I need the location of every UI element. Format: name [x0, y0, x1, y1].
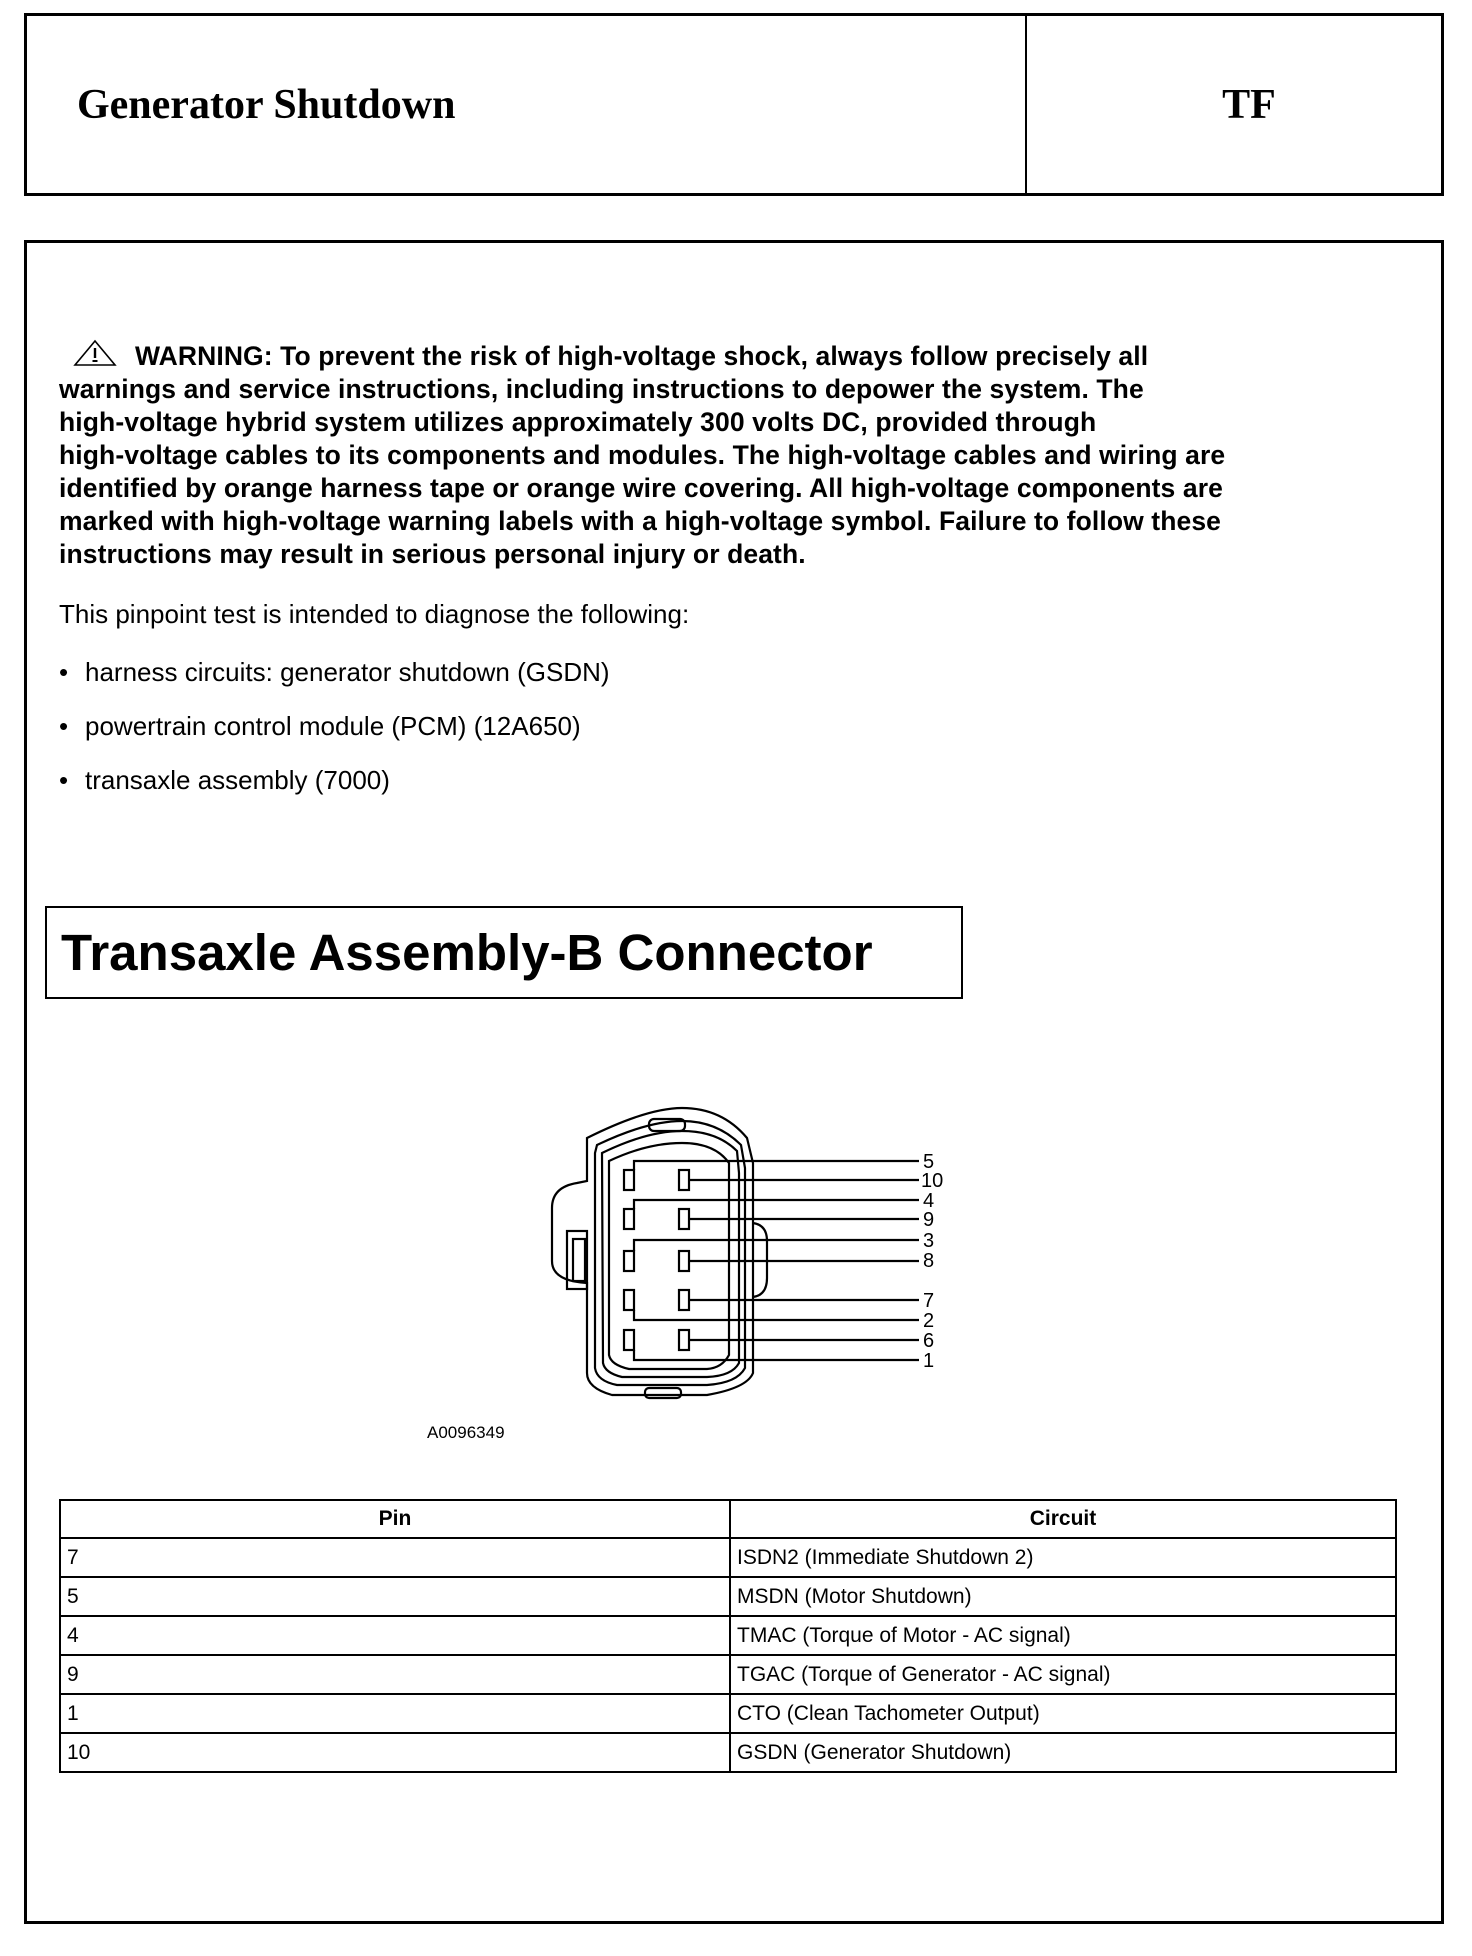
- circuit-cell: MSDN (Motor Shutdown): [730, 1577, 1396, 1616]
- pin-label: 7: [923, 1290, 935, 1312]
- pin-cell: 1: [60, 1694, 730, 1733]
- diagnose-list: [59, 657, 610, 819]
- connector-title: Transaxle Assembly-B Connector: [61, 924, 873, 981]
- column-header-pin: Pin: [60, 1500, 730, 1538]
- intro-text: This pinpoint test is intended to diagnose the following:: [59, 599, 690, 629]
- list-item: • transaxle assembly (7000): [59, 765, 390, 795]
- header-code-cell: [1027, 16, 1441, 193]
- section-code: TF: [1222, 81, 1276, 128]
- pin-label: 8: [923, 1250, 935, 1272]
- table-row: [60, 1694, 1396, 1733]
- pin-circuit-table: [59, 1499, 1397, 1773]
- header-title-cell: [27, 16, 1027, 193]
- list-item: • powertrain control module (PCM) (12A650): [59, 711, 581, 741]
- circuit-cell: TMAC (Torque of Motor - AC signal): [730, 1616, 1396, 1655]
- warning-line-4: identified by orange harness tape or orange wire covering. All high-voltage components are: [59, 473, 1223, 503]
- warning-line-0: WARNING: To prevent the risk of high-voltage shock, always follow precisely all: [59, 339, 1439, 373]
- warning-line-3: high-voltage cables to its components and modules. The high-voltage cables and wiring are: [59, 440, 1226, 470]
- column-header-circuit: Circuit: [730, 1500, 1396, 1538]
- page-title: Generator Shutdown: [77, 81, 456, 128]
- pin-label: 3: [923, 1230, 935, 1252]
- pin-cell: 4: [60, 1616, 730, 1655]
- pin-label: 10: [921, 1170, 944, 1192]
- bullet-icon: •: [59, 657, 69, 687]
- warning-line-5: marked with high-voltage warning labels with a high-voltage symbol. Failure to follow these: [59, 506, 1222, 536]
- warning-line-1: warnings and service instructions, including instructions to depower the system. The: [59, 374, 1144, 404]
- page-header: [24, 13, 1444, 196]
- circuit-cell: GSDN (Generator Shutdown): [730, 1733, 1396, 1772]
- table-row: [60, 1577, 1396, 1616]
- table-row: [60, 1616, 1396, 1655]
- warning-line-6: instructions may result in serious personal injury or death.: [59, 539, 806, 569]
- table-row: [60, 1655, 1396, 1694]
- warning-triangle-icon: [73, 339, 117, 367]
- table-row: [60, 1538, 1396, 1577]
- pin-label: 4: [923, 1190, 935, 1212]
- connector-diagram: [517, 1083, 977, 1403]
- pin-label: 5: [923, 1151, 935, 1173]
- pin-cell: 5: [60, 1577, 730, 1616]
- table-header-row: [60, 1500, 1396, 1538]
- pin-cell: 9: [60, 1655, 730, 1694]
- table-row: [60, 1733, 1396, 1772]
- warning-block: [59, 339, 1439, 571]
- warning-line-2: high-voltage hybrid system utilizes approximately 300 volts DC, provided through: [59, 407, 1097, 437]
- diagram-caption: A0096349: [427, 1423, 505, 1442]
- pin-cell: 10: [60, 1733, 730, 1772]
- circuit-cell: ISDN2 (Immediate Shutdown 2): [730, 1538, 1396, 1577]
- pin-label: 6: [923, 1330, 935, 1352]
- pin-label: 9: [923, 1209, 935, 1231]
- pin-label: 2: [923, 1310, 935, 1332]
- circuit-cell: CTO (Clean Tachometer Output): [730, 1694, 1396, 1733]
- list-item: • harness circuits: generator shutdown (GSDN): [59, 657, 610, 687]
- content-panel: [24, 240, 1444, 1924]
- bullet-icon: •: [59, 765, 69, 795]
- circuit-cell: TGAC (Torque of Generator - AC signal): [730, 1655, 1396, 1694]
- connector-title-box: [45, 906, 963, 999]
- bullet-icon: •: [59, 711, 69, 741]
- pin-cell: 7: [60, 1538, 730, 1577]
- pin-label: 1: [923, 1350, 935, 1372]
